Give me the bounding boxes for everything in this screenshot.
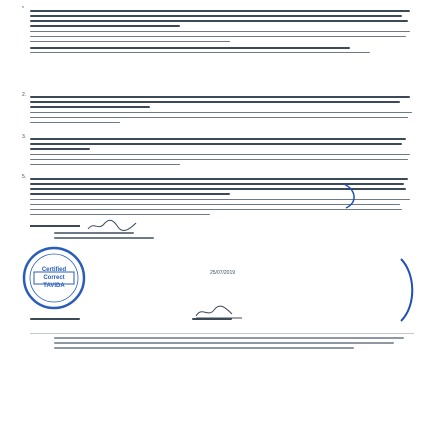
stamp-label bbox=[20, 244, 88, 312]
paragraph-marker: * bbox=[22, 6, 24, 12]
text-line bbox=[30, 159, 408, 160]
pen-mark-icon bbox=[340, 180, 370, 210]
text-line bbox=[30, 41, 230, 42]
footer-text bbox=[54, 337, 414, 367]
text-line bbox=[30, 112, 412, 113]
text-line bbox=[30, 164, 180, 165]
text-line bbox=[54, 342, 394, 344]
paragraph-marker: 3. bbox=[22, 134, 27, 140]
text-line bbox=[30, 318, 80, 320]
text-line bbox=[30, 122, 120, 123]
text-line bbox=[30, 193, 230, 195]
handwritten-signature-icon bbox=[86, 219, 146, 233]
stamp-line-3: TAVIDA bbox=[43, 283, 65, 289]
text-line bbox=[192, 318, 232, 320]
date-note: 25/07/2019 bbox=[210, 270, 236, 276]
text-line bbox=[30, 52, 370, 53]
text-line bbox=[30, 154, 410, 155]
text-line bbox=[30, 96, 410, 98]
text-line bbox=[30, 25, 180, 27]
right-signatory-line bbox=[192, 318, 332, 330]
text-line bbox=[54, 237, 154, 239]
paragraph-marker: 2. bbox=[22, 92, 27, 98]
text-line bbox=[30, 117, 408, 118]
text-line bbox=[30, 214, 210, 215]
paragraph-marker: 5. bbox=[22, 174, 27, 180]
text-line bbox=[30, 20, 408, 22]
footer-divider bbox=[30, 333, 414, 334]
stamp-note bbox=[54, 232, 174, 244]
text-line bbox=[30, 101, 400, 103]
text-line bbox=[54, 232, 134, 234]
text-line bbox=[30, 106, 150, 108]
text-line bbox=[30, 31, 410, 32]
text-line bbox=[30, 148, 90, 150]
text-line bbox=[54, 337, 404, 339]
paragraph-2 bbox=[22, 92, 416, 130]
stamp-line-2: Correct bbox=[43, 275, 65, 281]
paragraph-3 bbox=[22, 134, 416, 172]
stamp-line-1: Certified bbox=[41, 267, 67, 273]
text-line bbox=[30, 143, 402, 145]
text-line bbox=[30, 47, 350, 49]
paragraph-1 bbox=[22, 6, 416, 88]
pen-bracket-icon bbox=[395, 255, 425, 325]
left-signatory-line bbox=[30, 318, 170, 330]
text-line bbox=[54, 347, 354, 349]
text-line bbox=[30, 36, 406, 37]
translator-label-line bbox=[30, 225, 80, 227]
text-line bbox=[30, 138, 406, 140]
text-line bbox=[30, 15, 402, 17]
text-line bbox=[30, 10, 410, 12]
